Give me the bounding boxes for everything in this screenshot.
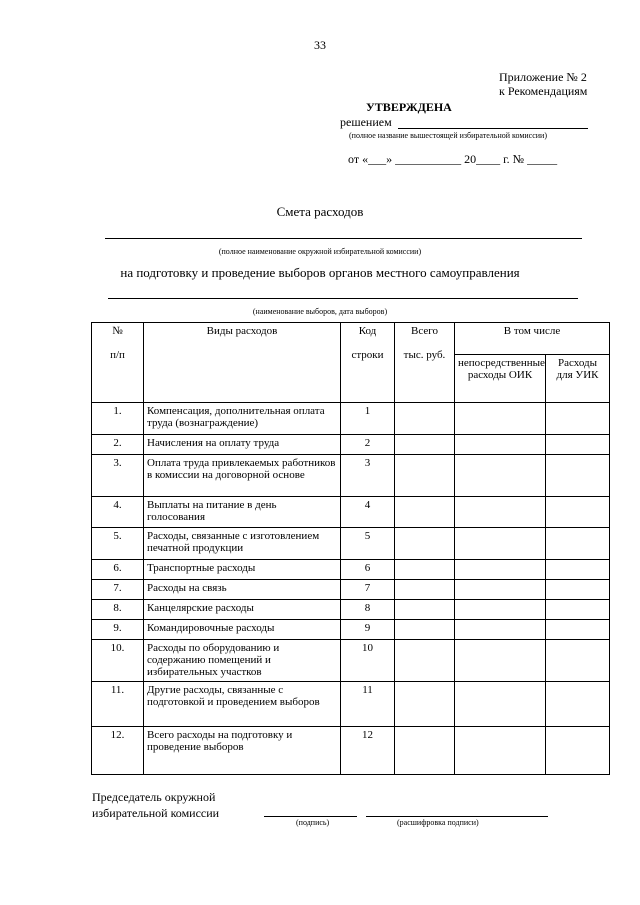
row-uik-cell[interactable] (546, 435, 610, 455)
row-uik-cell[interactable] (546, 403, 610, 435)
row-total-cell[interactable] (395, 528, 455, 560)
row-total-cell[interactable] (395, 640, 455, 682)
header-oik: непосредственные расходы ОИК (455, 355, 546, 403)
row-code: 2 (341, 435, 395, 455)
row-number: 4. (92, 497, 144, 528)
estimate-purpose: на подготовку и проведение выборов органов местного самоуправления (120, 265, 520, 280)
row-uik-cell[interactable] (546, 682, 610, 727)
row-uik-cell[interactable] (546, 620, 610, 640)
row-expense-type: Расходы по оборудованию и содержанию помещений и избирательных участков (144, 640, 341, 682)
signature-decode-field[interactable] (366, 816, 548, 817)
row-expense-type: Оплата труда привлекаемых работников в комиссии на договорной основе (144, 455, 341, 497)
row-uik-cell[interactable] (546, 580, 610, 600)
row-oik-cell[interactable] (455, 497, 546, 528)
table-row (92, 455, 610, 497)
row-number: 10. (92, 640, 144, 682)
header-including: В том числе (455, 323, 610, 355)
signature-note: (подпись) (296, 818, 330, 827)
header-total (395, 323, 455, 403)
row-oik-cell[interactable] (455, 403, 546, 435)
row-oik-cell[interactable] (455, 435, 546, 455)
header-total-bottom: тыс. руб. (403, 349, 446, 361)
row-expense-type: Всего расходы на подготовку и проведение выборов (144, 727, 341, 775)
header-code (341, 323, 395, 403)
table-row (92, 682, 610, 727)
row-number: 5. (92, 528, 144, 560)
row-uik-cell[interactable] (546, 640, 610, 682)
table-row (92, 600, 610, 620)
row-total-cell[interactable] (395, 403, 455, 435)
row-total-cell[interactable] (395, 560, 455, 580)
row-number: 6. (92, 560, 144, 580)
row-expense-type: Транспортные расходы (144, 560, 341, 580)
row-code: 12 (341, 727, 395, 775)
row-oik-cell[interactable] (455, 620, 546, 640)
row-code: 9 (341, 620, 395, 640)
row-code: 6 (341, 560, 395, 580)
row-uik-cell[interactable] (546, 600, 610, 620)
row-expense-type: Выплаты на питание в день голосования (144, 497, 341, 528)
row-expense-type: Другие расходы, связанные с подготовкой и проведением выборов (144, 682, 341, 727)
row-number: 8. (92, 600, 144, 620)
row-uik-cell[interactable] (546, 497, 610, 528)
row-number: 7. (92, 580, 144, 600)
table-row (92, 727, 610, 775)
okrug-commission-field[interactable] (105, 238, 582, 239)
decision-label: решением (340, 115, 392, 129)
elections-field[interactable] (108, 298, 578, 299)
row-total-cell[interactable] (395, 435, 455, 455)
commission-name-field[interactable] (398, 128, 588, 129)
row-total-cell[interactable] (395, 727, 455, 775)
table-row (92, 560, 610, 580)
row-number: 3. (92, 455, 144, 497)
table-row (92, 403, 610, 435)
header-code-bottom: строки (351, 349, 384, 361)
approval-title: УТВЕРЖДЕНА (366, 100, 452, 114)
chairman-label-1: Председатель окружной (92, 790, 216, 804)
elections-note: (наименование выборов, дата выборов) (252, 307, 388, 316)
estimate-title: Смета расходов (276, 204, 364, 219)
row-total-cell[interactable] (395, 682, 455, 727)
row-expense-type: Расходы, связанные с изготовлением печатной продукции (144, 528, 341, 560)
table-row (92, 497, 610, 528)
row-oik-cell[interactable] (455, 560, 546, 580)
row-code: 10 (341, 640, 395, 682)
row-uik-cell[interactable] (546, 727, 610, 775)
header-uik: Расходы для УИК (546, 355, 610, 403)
row-oik-cell[interactable] (455, 682, 546, 727)
row-code: 8 (341, 600, 395, 620)
header-num-bottom: п/п (110, 349, 125, 361)
row-code: 3 (341, 455, 395, 497)
row-code: 4 (341, 497, 395, 528)
row-uik-cell[interactable] (546, 455, 610, 497)
row-uik-cell[interactable] (546, 560, 610, 580)
row-number: 9. (92, 620, 144, 640)
row-oik-cell[interactable] (455, 455, 546, 497)
row-code: 7 (341, 580, 395, 600)
expense-table (91, 322, 610, 775)
table-row (92, 620, 610, 640)
commission-name-note: (полное название вышестоящей избирательной комиссии) (349, 131, 547, 140)
row-oik-cell[interactable] (455, 600, 546, 620)
row-expense-type: Компенсация, дополнительная оплата труда (вознаграждение) (144, 403, 341, 435)
page-number: 33 (314, 38, 326, 52)
header-type: Виды расходов (144, 323, 341, 403)
row-total-cell[interactable] (395, 620, 455, 640)
row-code: 11 (341, 682, 395, 727)
table-row (92, 435, 610, 455)
row-oik-cell[interactable] (455, 580, 546, 600)
table-row (92, 580, 610, 600)
header-total-top: Всего (411, 325, 438, 337)
row-number: 11. (92, 682, 144, 727)
header-num-top: № (112, 325, 123, 337)
row-oik-cell[interactable] (455, 727, 546, 775)
row-code: 5 (341, 528, 395, 560)
appendix-line-1: Приложение № 2 (499, 70, 587, 84)
row-number: 1. (92, 403, 144, 435)
chairman-label-2: избирательной комиссии (92, 806, 220, 820)
row-total-cell[interactable] (395, 455, 455, 497)
decision-date-line[interactable]: от «___» ___________ 20____ г. № _____ (348, 152, 558, 166)
table-row (92, 528, 610, 560)
row-expense-type: Начисления на оплату труда (144, 435, 341, 455)
row-expense-type: Расходы на связь (144, 580, 341, 600)
row-oik-cell[interactable] (455, 640, 546, 682)
row-number: 2. (92, 435, 144, 455)
signature-decode-note: (расшифровка подписи) (397, 818, 479, 827)
row-oik-cell[interactable] (455, 528, 546, 560)
row-expense-type: Канцелярские расходы (144, 600, 341, 620)
row-total-cell[interactable] (395, 600, 455, 620)
signature-field[interactable] (264, 816, 357, 817)
row-code: 1 (341, 403, 395, 435)
row-total-cell[interactable] (395, 497, 455, 528)
table-row (92, 640, 610, 682)
header-num (92, 323, 144, 403)
okrug-commission-note: (полное наименование окружной избирательной комиссии) (218, 247, 422, 256)
header-code-top: Код (358, 325, 377, 337)
row-number: 12. (92, 727, 144, 775)
row-total-cell[interactable] (395, 580, 455, 600)
appendix-line-2: к Рекомендациям (499, 84, 588, 98)
row-expense-type: Командировочные расходы (144, 620, 341, 640)
row-uik-cell[interactable] (546, 528, 610, 560)
